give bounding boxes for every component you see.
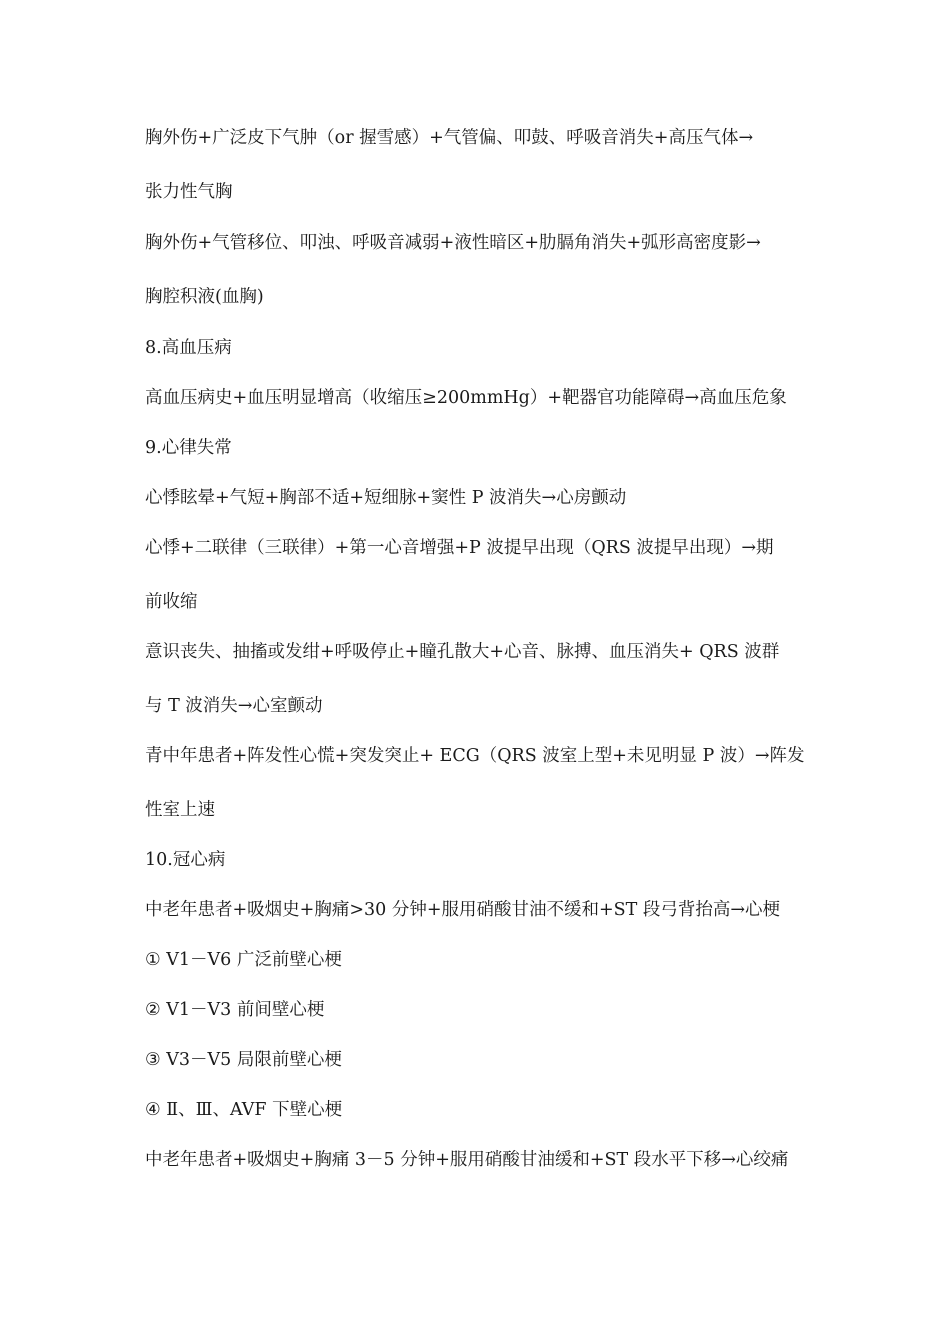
text-line: 胸外伤+气管移位、叩浊、呼吸音减弱+液性暗区+肋膈角消失+弧形高密度影→ <box>145 233 761 253</box>
text-line: 意识丧失、抽搐或发绀+呼吸停止+瞳孔散大+心音、脉搏、血压消失+ QRS 波群 <box>145 642 780 662</box>
list-item: ③ V3－V5 局限前壁心梗 <box>145 1050 342 1070</box>
text-line: 张力性气胸 <box>145 182 233 202</box>
section-heading: 8.高血压病 <box>145 338 232 358</box>
text-line: 前收缩 <box>145 592 198 612</box>
text-line: 中老年患者+吸烟史+胸痛>30 分钟+服用硝酸甘油不缓和+ST 段弓背抬高→心梗 <box>145 900 781 920</box>
text-line: 与 T 波消失→心室颤动 <box>145 696 323 716</box>
text-line: 性室上速 <box>145 800 215 820</box>
text-line: 胸外伤+广泛皮下气肿（or 握雪感）+气管偏、叩鼓、呼吸音消失+高压气体→ <box>145 128 754 148</box>
text-line: 胸腔积液(血胸) <box>145 287 264 307</box>
text-line: 中老年患者+吸烟史+胸痛 3－5 分钟+服用硝酸甘油缓和+ST 段水平下移→心绞痛 <box>145 1150 789 1170</box>
text-line: 高血压病史+血压明显增高（收缩压≥200mmHg）+靶器官功能障碍→高血压危象 <box>145 388 787 408</box>
text-line: 青中年患者+阵发性心慌+突发突止+ ECG（QRS 波室上型+未见明显 P 波）→阵发 <box>145 746 805 766</box>
list-item: ④ Ⅱ、Ⅲ、AVF 下壁心梗 <box>145 1100 343 1120</box>
text-line: 心悸眩晕+气短+胸部不适+短细脉+窦性 P 波消失→心房颤动 <box>145 488 627 508</box>
list-item: ② V1－V3 前间壁心梗 <box>145 1000 325 1020</box>
list-item: ① V1－V6 广泛前壁心梗 <box>145 950 342 970</box>
section-heading: 9.心律失常 <box>145 438 232 458</box>
text-line: 心悸+二联律（三联律）+第一心音增强+P 波提早出现（QRS 波提早出现）→期 <box>145 538 774 558</box>
section-heading: 10.冠心病 <box>145 850 226 870</box>
